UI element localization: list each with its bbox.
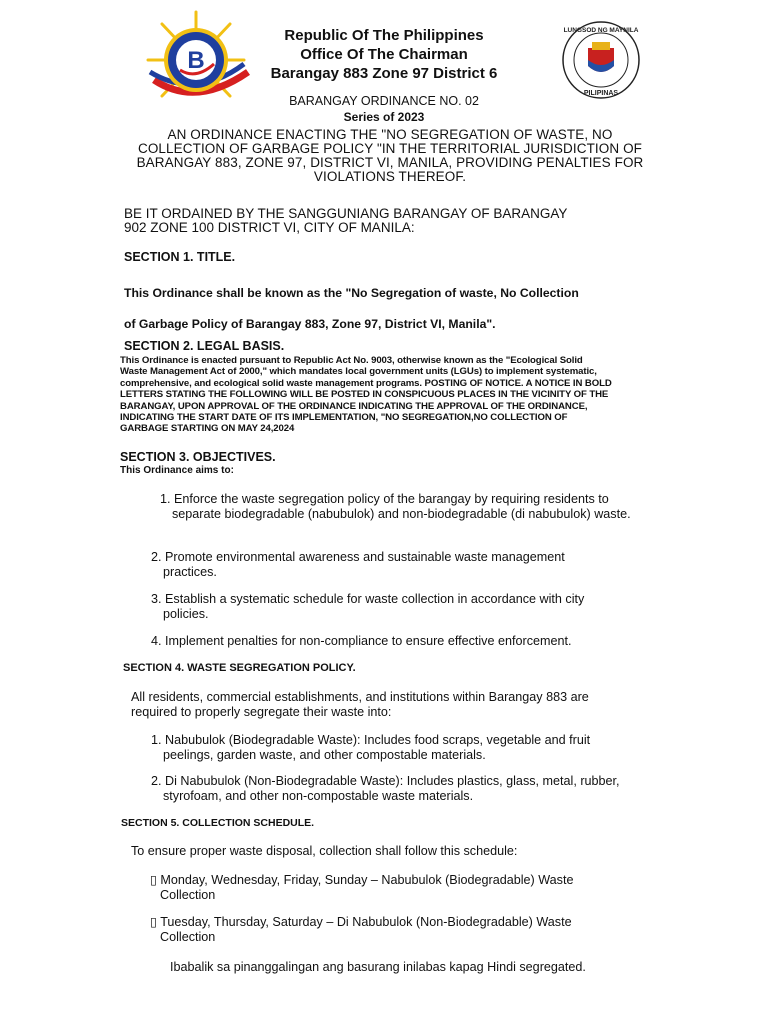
- ordinance-title-line: AN ORDINANCE ENACTING THE "NO SEGREGATION OF WASTE, NO: [167, 127, 613, 142]
- header-republic: Republic Of The Philippines: [284, 27, 484, 44]
- section2-line: Waste Management Act of 2000," which mandates local government units (LGUs) to implement systematic,: [120, 366, 597, 378]
- section1-text-line: of Garbage Policy of Barangay 883, Zone 97, District VI, Manila".: [124, 317, 496, 331]
- section5-intro: To ensure proper waste disposal, collection shall follow this schedule:: [131, 844, 518, 858]
- header-barangay: Barangay 883 Zone 97 District 6: [270, 65, 498, 82]
- section1-text-line: This Ordinance shall be known as the "No Segregation of waste, No Collection: [124, 286, 579, 300]
- section2-line: This Ordinance is enacted pursuant to Republic Act No. 9003, otherwise known as the "Ecological Solid: [120, 355, 583, 366]
- segregation-item: 2. Di Nabubulok (Non-Biodegradable Waste): Includes plastics, glass, metal, rubber, styrofoam, and other non-compostable waste materials.: [151, 774, 620, 803]
- section2-line: LETTERS STATING THE FOLLOWING WILL BE POSTED IN CONSPICUOUS PLACES IN THE VICINITY OF THE: [120, 389, 609, 401]
- svg-text:LUNGSOD NG MAYNILA: LUNGSOD NG MAYNILA: [563, 27, 639, 34]
- be-it-ordained-line: 902 ZONE 100 DISTRICT VI, CITY OF MANILA:: [124, 220, 415, 235]
- schedule-item: ▯ Monday, Wednesday, Friday, Sunday – Nabubulok (Biodegradable) Waste Collection: [150, 873, 574, 902]
- city-of-manila-seal-icon: [558, 20, 644, 100]
- section2-heading: SECTION 2. LEGAL BASIS.: [124, 339, 285, 353]
- objective-item: 4. Implement penalties for non-compliance to ensure effective enforcement.: [151, 634, 572, 648]
- ordinance-title-line: BARANGAY 883, ZONE 97, DISTRICT VI, MANILA, PROVIDING PENALTIES FOR: [136, 155, 644, 170]
- objective-item: 2. Promote environmental awareness and sustainable waste management practices.: [151, 550, 565, 579]
- objective-item: 3. Establish a systematic schedule for waste collection in accordance with city policies.: [151, 592, 585, 621]
- segregation-item: 1. Nabubulok (Biodegradable Waste): Includes food scraps, vegetable and fruit peelings, garden waste, and other compostable materials.: [151, 733, 591, 762]
- header-office: Office Of The Chairman: [300, 46, 468, 63]
- section2-line: GARBAGE STARTING ON MAY 24,2024: [120, 423, 295, 435]
- svg-text:PILIPINAS: PILIPINAS: [583, 90, 619, 97]
- objective-item: 1. Enforce the waste segregation policy of the barangay by requiring residents to separate biodegradable (nabubulok) and non-biodegradable (di nabubulok) waste.: [160, 492, 631, 521]
- section4-intro: All residents, commercial establishments, and institutions within Barangay 883 are required to properly segregate their waste into:: [131, 690, 589, 719]
- be-it-ordained-line: BE IT ORDAINED BY THE SANGGUNIANG BARANGAY OF BARANGAY: [124, 206, 568, 221]
- schedule-item: ▯ Tuesday, Thursday, Saturday – Di Nabubulok (Non-Biodegradable) Waste Collection: [150, 915, 572, 944]
- ordinance-title-line: VIOLATIONS THEREOF.: [313, 169, 467, 184]
- svg-text:B: B: [187, 47, 205, 74]
- section2-line: INDICATING THE START DATE OF ITS IMPLEMENTATION, "NO SEGREGATION,NO COLLECTION OF: [120, 412, 568, 423]
- section2-line: comprehensive, and ecological solid waste management programs. POSTING OF NOTICE. A NOTICE IN BOLD: [120, 377, 612, 389]
- section4-heading: SECTION 4. WASTE SEGREGATION POLICY.: [123, 662, 356, 674]
- section5-note: Ibabalik sa pinanggalingan ang basurang inilabas kapag Hindi segregated.: [170, 960, 586, 974]
- section2-line: BARANGAY, UPON APPROVAL OF THE ORDINANCE INDICATING THE APPROVAL OF THE ORDINANCE,: [120, 400, 588, 412]
- ordinance-series: Series of 2023: [343, 110, 425, 124]
- section3-intro: This Ordinance aims to:: [120, 465, 234, 476]
- ordinance-title-line: COLLECTION OF GARBAGE POLICY "IN THE TERRITORIAL JURISDICTION OF: [137, 141, 643, 156]
- section3-heading: SECTION 3. OBJECTIVES.: [120, 450, 276, 464]
- section1-heading: SECTION 1. TITLE.: [124, 250, 236, 264]
- ordinance-number: BARANGAY ORDINANCE NO. 02: [289, 94, 479, 108]
- section5-heading: SECTION 5. COLLECTION SCHEDULE.: [121, 817, 315, 829]
